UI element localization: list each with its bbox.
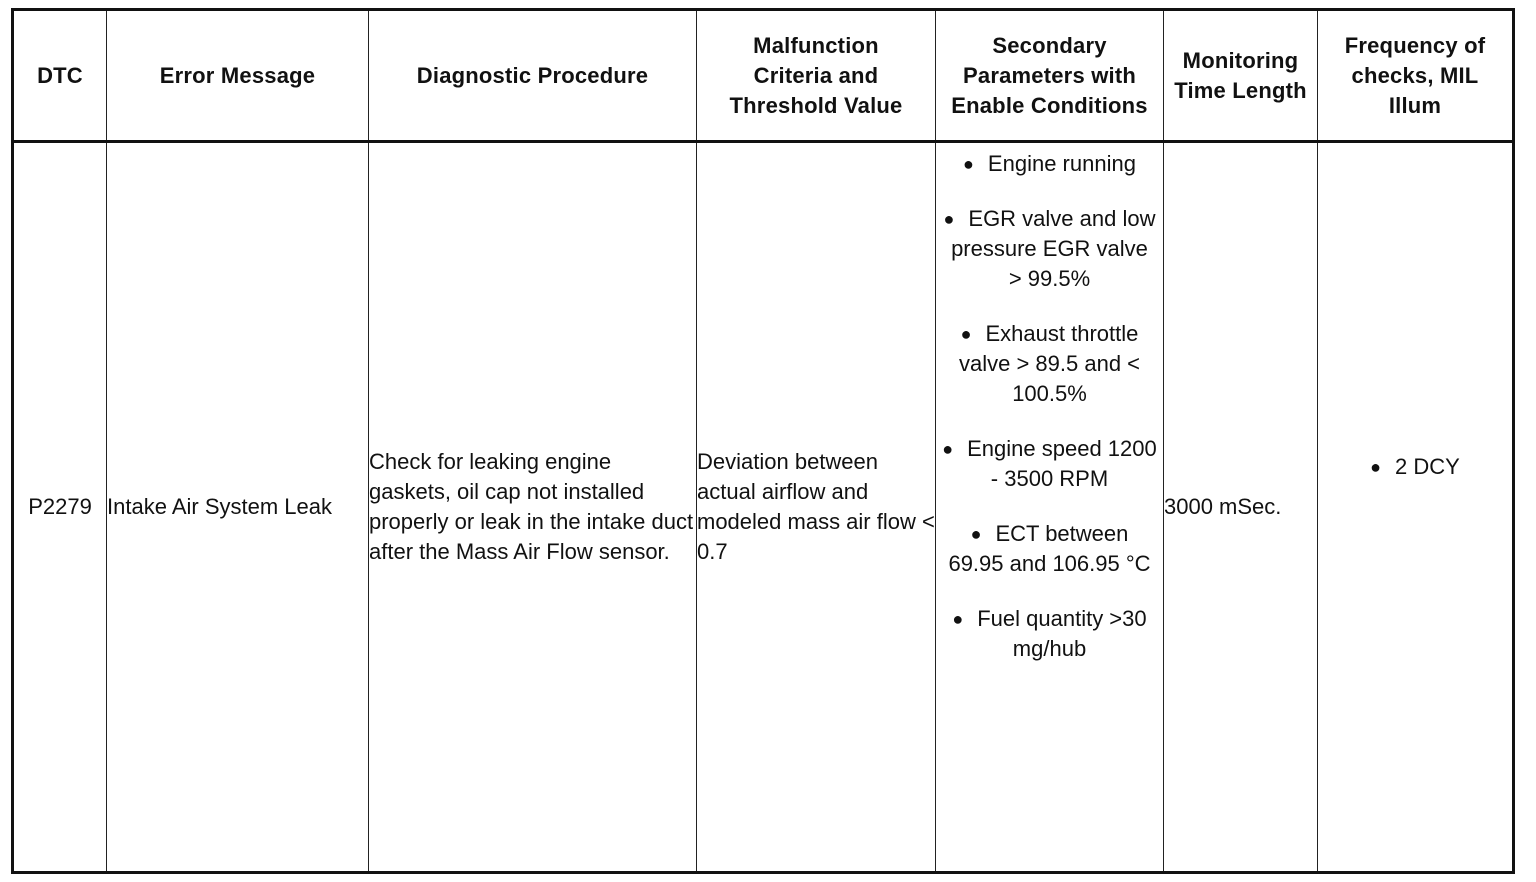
monitoring-time: 3000 mSec. (1164, 142, 1318, 873)
secondary-parameter-text: Exhaust throttle valve > 89.5 and < 100.5% (958, 321, 1141, 406)
secondary-parameter-text: ECT between 69.95 and 106.95 °C (948, 521, 1151, 576)
frequency-cell (1318, 142, 1514, 873)
list-item (942, 319, 1157, 409)
list-item (942, 434, 1157, 494)
malfunction-criteria: Deviation between actual airflow and modeled mass air flow < 0.7 (697, 142, 936, 873)
list-item (942, 519, 1157, 579)
bullet-icon: ● (943, 209, 955, 229)
header-diagnostic-procedure: Diagnostic Procedure (369, 10, 697, 142)
error-message: Intake Air System Leak (107, 142, 369, 873)
table-row (13, 142, 1514, 873)
header-monitoring-time: Monitoring Time Length (1164, 10, 1318, 142)
list-item (942, 149, 1157, 179)
bullet-icon: ● (942, 439, 954, 459)
bullet-icon: ● (1370, 457, 1382, 477)
secondary-parameter-text: Engine speed 1200 - 3500 RPM (967, 436, 1157, 491)
secondary-parameter-text: Fuel quantity >30 mg/hub (977, 606, 1147, 661)
header-frequency: Frequency of checks, MIL Illum (1318, 10, 1514, 142)
header-error-message: Error Message (107, 10, 369, 142)
secondary-parameter-text: EGR valve and low pressure EGR valve > 99.5% (951, 206, 1156, 291)
bullet-icon: ● (970, 524, 982, 544)
header-dtc: DTC (13, 10, 107, 142)
frequency-item (1318, 452, 1512, 482)
bullet-icon: ● (963, 154, 974, 174)
header-malfunction-criteria: Malfunction Criteria and Threshold Value (697, 10, 936, 142)
diagnostic-procedure: Check for leaking engine gaskets, oil cap not installed properly or leak in the intake duct after the Mass Air Flow sensor. (369, 142, 697, 873)
dtc-table (11, 8, 1515, 874)
dtc-code: P2279 (13, 142, 107, 873)
header-row (13, 10, 1514, 142)
bullet-icon: ● (952, 609, 964, 629)
list-item (942, 604, 1157, 664)
secondary-parameters-list (936, 143, 1163, 664)
frequency-text: 2 DCY (1395, 454, 1460, 479)
list-item (942, 204, 1157, 294)
secondary-parameters (936, 142, 1164, 873)
header-secondary-parameters: Secondary Parameters with Enable Conditions (936, 10, 1164, 142)
bullet-icon: ● (960, 324, 972, 344)
secondary-parameter-text: Engine running (987, 151, 1136, 176)
